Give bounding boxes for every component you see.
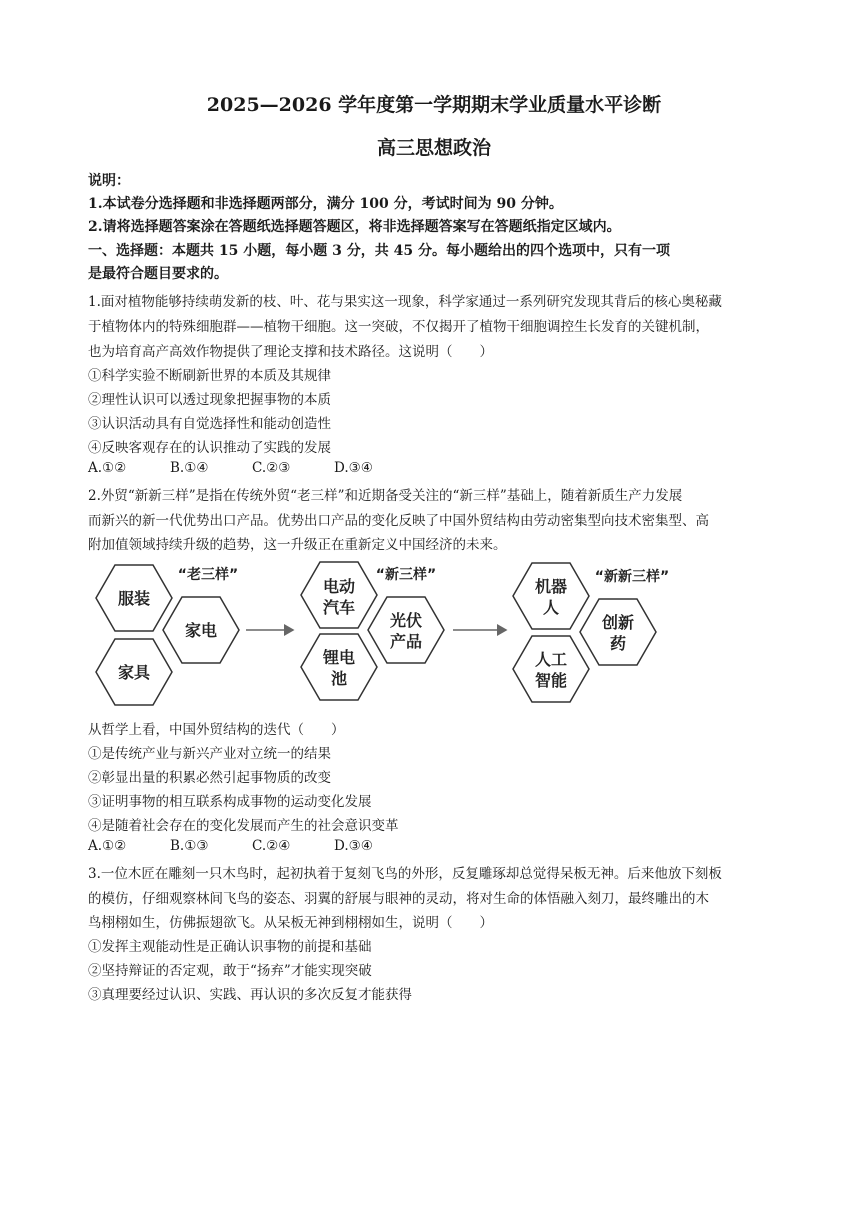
question-3-item: ①发挥主观能动性是正确认识事物的前提和基础 [88,939,372,955]
question-3-stem: 鸟栩栩如生，仿佛振翅欲飞。从呆板无神到栩栩如生，说明（ ） [88,915,493,931]
question-2-item: ④是随着社会存在的变化发展而产生的社会意识变革 [88,818,399,834]
hex-item: 机器 [534,577,568,596]
option-d[interactable]: D.③④ [334,838,373,854]
group-label: “新新三样” [594,569,670,585]
option-a[interactable]: A.①② [88,838,127,854]
hexagon [513,563,589,629]
question-3-stem: 3.一位木匠在雕刻一只木鸟时，起初执着于复刻飞鸟的外形，反复雕琢却总觉得呆板无神。后来他放下刻板 [88,866,722,882]
exam-subject: 高三思想政治 [376,137,491,159]
question-1-stem: 也为培育高产高效作物提供了理论支撑和技术路径。这说明（ ） [88,344,493,360]
question-2-prompt: 从哲学上看，中国外贸结构的迭代（ ） [88,722,345,738]
question-1-stem: 于植物体内的特殊细胞群——植物干细胞。这一突破，不仅揭开了植物干细胞调控生长发育的关键机制， [88,319,709,335]
question-3-item: ②坚持辩证的否定观，敢于“扬弃”才能实现突破 [88,963,372,979]
hex-item: 光伏 [389,611,423,630]
question-1-item: ③认识活动具有自觉选择性和能动创造性 [88,416,331,432]
hex-item: 智能 [534,671,568,690]
option-c[interactable]: C.②④ [252,838,291,854]
option-b[interactable]: B.①④ [170,460,209,476]
hexagon [301,634,377,700]
hexagon [368,597,444,663]
hex-item: 池 [330,669,348,688]
question-1-stem: 1.面对植物能够持续萌发新的枝、叶、花与果实这一现象，科学家通过一系列研究发现其背后的核心奥秘藏 [88,294,722,310]
hex-item: 电动 [322,577,356,596]
group-label: “老三样” [177,567,239,583]
hex-item: 人工 [534,650,568,669]
question-1-item: ②理性认识可以透过现象把握事物的本质 [88,392,331,408]
hex-item: 药 [609,634,627,653]
option-d[interactable]: D.③④ [334,460,373,476]
hex-item: 锂电 [322,648,356,667]
question-2-item: ①是传统产业与新兴产业对立统一的结果 [88,746,331,762]
section-heading: 一、选择题：本题共 15 小题，每小题 3 分，共 45 分。每小题给出的四个选项中，只有一项 [88,243,670,259]
exam-title: 2025—2026 学年度第一学期期末学业质量水平诊断 [206,94,662,116]
note-item: 1.本试卷分选择题和非选择题两部分，满分 100 分，考试时间为 90 分钟。 [88,196,563,212]
question-3-item: ③真理要经过认识、实践、再认识的多次反复才能获得 [88,987,412,1003]
note-item: 2.请将选择题答案涂在答题纸选择题答题区，将非选择题答案写在答题纸指定区域内。 [88,219,621,235]
group-label: “新三样” [375,567,437,583]
trade-structure-diagram [88,555,688,713]
option-b[interactable]: B.①③ [170,838,209,854]
notes-label: 说明： [88,173,130,189]
section-heading-cont: 是最符合题目要求的。 [88,266,228,282]
hex-item: 汽车 [322,598,356,617]
question-2-stem: 2.外贸“新新三样”是指在传统外贸“老三样”和近期备受关注的“新三样”基础上，随着新质生产力发展 [88,488,683,504]
hex-item: 服装 [117,589,151,608]
hex-item: 人 [542,598,560,617]
hex-item: 家具 [117,663,151,682]
option-a[interactable]: A.①② [88,460,127,476]
question-1-item: ①科学实验不断刷新世界的本质及其规律 [88,368,331,384]
hexagon [580,599,656,665]
option-c[interactable]: C.②③ [252,460,291,476]
question-1-options [88,460,416,476]
question-2-item: ②彰显出量的积累必然引起事物质的改变 [88,770,331,786]
question-2-options [88,838,416,854]
hex-item: 创新 [601,613,635,632]
hex-item: 产品 [389,632,423,651]
question-2-stem: 附加值领域持续升级的趋势，这一升级正在重新定义中国经济的未来。 [88,537,507,553]
hex-item: 家电 [184,621,218,640]
question-2-stem: 而新兴的新一代优势出口产品。优势出口产品的变化反映了中国外贸结构由劳动密集型向技术密集型、高 [88,513,709,529]
hexagon [513,636,589,702]
question-2-item: ③证明事物的相互联系构成事物的运动变化发展 [88,794,372,810]
question-1-item: ④反映客观存在的认识推动了实践的发展 [88,440,331,456]
question-3-stem: 的模仿，仔细观察林间飞鸟的姿态、羽翼的舒展与眼神的灵动，将对生命的体悟融入刻刀，最终雕出的木 [88,891,709,907]
